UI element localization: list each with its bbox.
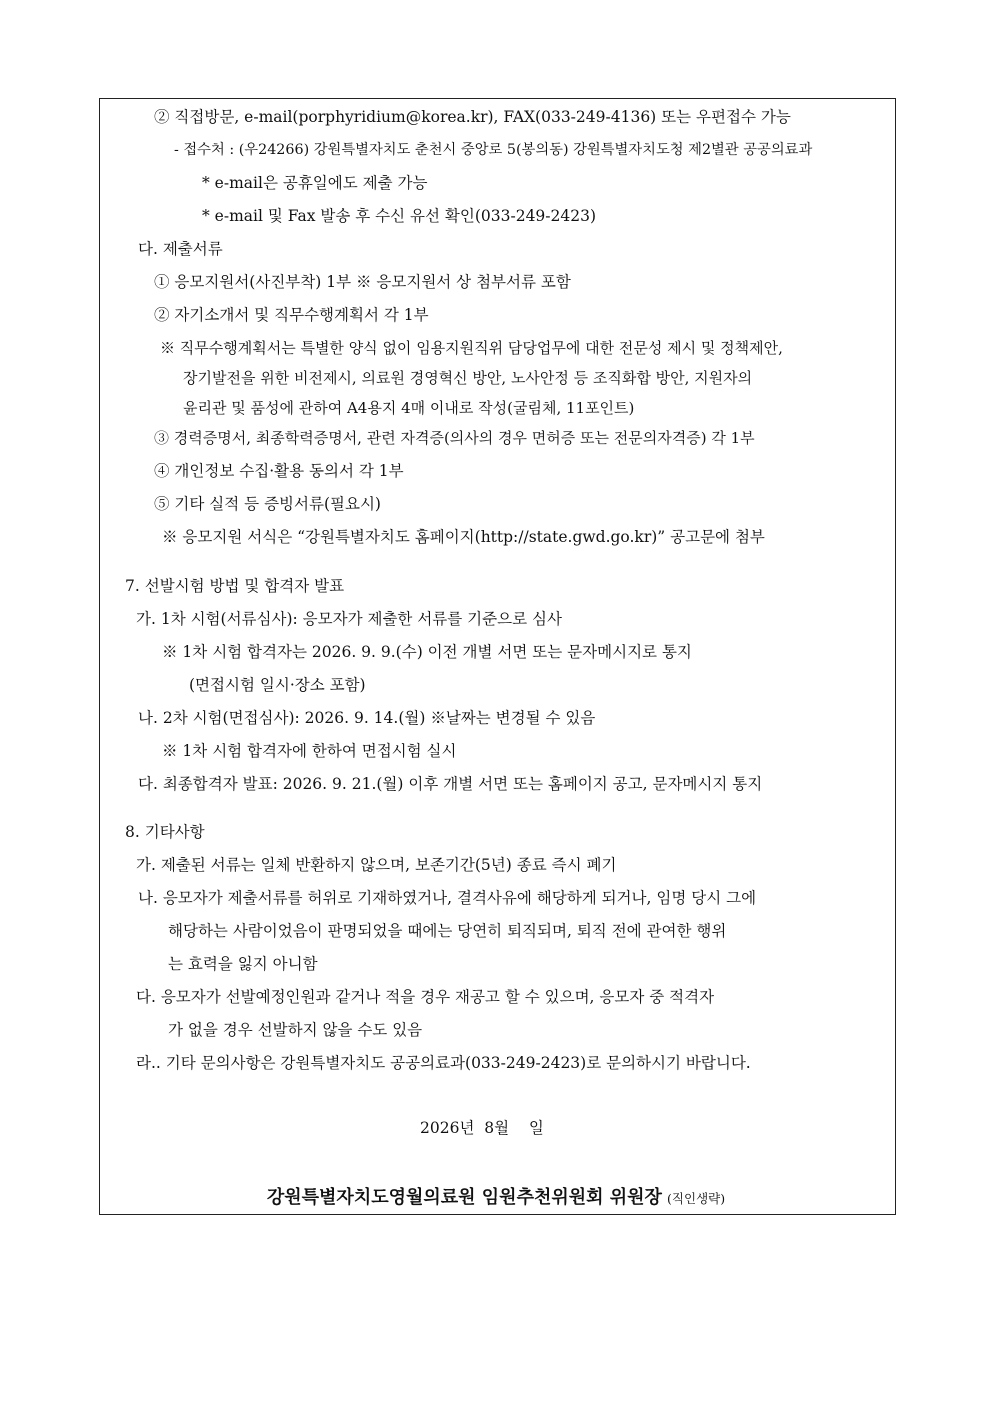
- text-line: 라.. 기타 문의사항은 강원특별자치도 공공의료과(033-249-2423)로 문의하시기 바랍니다.: [136, 1054, 751, 1072]
- text-line: - 접수처 : (우24266) 강원특별자치도 춘천시 중앙로 5(봉의동) 강원특별자치도청 제2별관 공공의료과: [174, 142, 813, 158]
- text-line: 나. 2차 시험(면접심사): 2026. 9. 14.(월) ※날짜는 변경될 수 있음: [138, 709, 596, 727]
- text-line: ※ 1차 시험 합격자에 한하여 면접시험 실시: [162, 742, 457, 760]
- text-line: 해당하는 사람이었음이 판명되었을 때에는 당연히 퇴직되며, 퇴직 전에 관여한 행위: [168, 922, 727, 940]
- text-line: 다. 최종합격자 발표: 2026. 9. 21.(월) 이후 개별 서면 또는 홈페이지 공고, 문자메시지 통지: [138, 775, 763, 793]
- signature-block: [0, 1183, 992, 1209]
- text-line: 나. 응모자가 제출서류를 허위로 기재하였거나, 결격사유에 해당하게 되거나, 임명 당시 그에: [138, 889, 757, 907]
- text-line: * e-mail 및 Fax 발송 후 수신 유선 확인(033-249-2423): [202, 207, 597, 225]
- subsection-heading: 다. 제출서류: [138, 240, 223, 258]
- text-line: 윤리관 및 품성에 관하여 A4용지 4매 이내로 작성(굴림체, 11포인트): [183, 399, 635, 417]
- text-line: ⑤ 기타 실적 등 증빙서류(필요시): [154, 495, 381, 513]
- text-line: (면접시험 일시·장소 포함): [189, 676, 366, 694]
- date-line: 2026년 8월 일: [420, 1119, 544, 1137]
- text-line: ※ 1차 시험 합격자는 2026. 9. 9.(수) 이전 개별 서면 또는 문자메시지로 통지: [162, 643, 692, 661]
- text-line: * e-mail은 공휴일에도 제출 가능: [202, 174, 428, 192]
- text-line: 가. 1차 시험(서류심사): 응모자가 제출한 서류를 기준으로 심사: [136, 610, 562, 628]
- text-line: ① 응모지원서(사진부착) 1부 ※ 응모지원서 상 첨부서류 포함: [154, 273, 571, 291]
- text-line: ② 자기소개서 및 직무수행계획서 각 1부: [154, 306, 429, 324]
- text-line: ※ 직무수행계획서는 특별한 양식 없이 임용지원직위 담당업무에 대한 전문성 제시 및 정책제안,: [160, 339, 783, 357]
- text-line: ② 직접방문, e-mail(porphyridium@korea.kr), FAX(033-249-4136) 또는 우편접수 가능: [154, 108, 791, 126]
- text-line: 장기발전을 위한 비전제시, 의료원 경영혁신 방안, 노사안정 등 조직화합 방안, 지원자의: [183, 369, 753, 387]
- text-line: 가. 제출된 서류는 일체 반환하지 않으며, 보존기간(5년) 종료 즉시 폐기: [136, 856, 617, 874]
- text-line: 가 없을 경우 선발하지 않을 수도 있음: [168, 1021, 423, 1039]
- text-line: ※ 응모지원 서식은 “강원특별자치도 홈페이지(http://state.gwd.go.kr)” 공고문에 첨부: [162, 528, 765, 546]
- signature-title: 강원특별자치도영월의료원 임원추천위원회 위원장: [266, 1187, 662, 1208]
- text-line: ③ 경력증명서, 최종학력증명서, 관련 자격증(의사의 경우 면허증 또는 전문의자격증) 각 1부: [154, 429, 755, 447]
- seal-note: (직인생략): [667, 1191, 726, 1206]
- text-line: 다. 응모자가 선발예정인원과 같거나 적을 경우 재공고 할 수 있으며, 응모자 중 적격자: [136, 988, 715, 1006]
- section-heading: 7. 선발시험 방법 및 합격자 발표: [125, 577, 345, 595]
- text-line: 는 효력을 잃지 아니함: [168, 955, 318, 973]
- text-line: ④ 개인정보 수집·활용 동의서 각 1부: [154, 462, 404, 480]
- section-heading: 8. 기타사항: [125, 823, 205, 841]
